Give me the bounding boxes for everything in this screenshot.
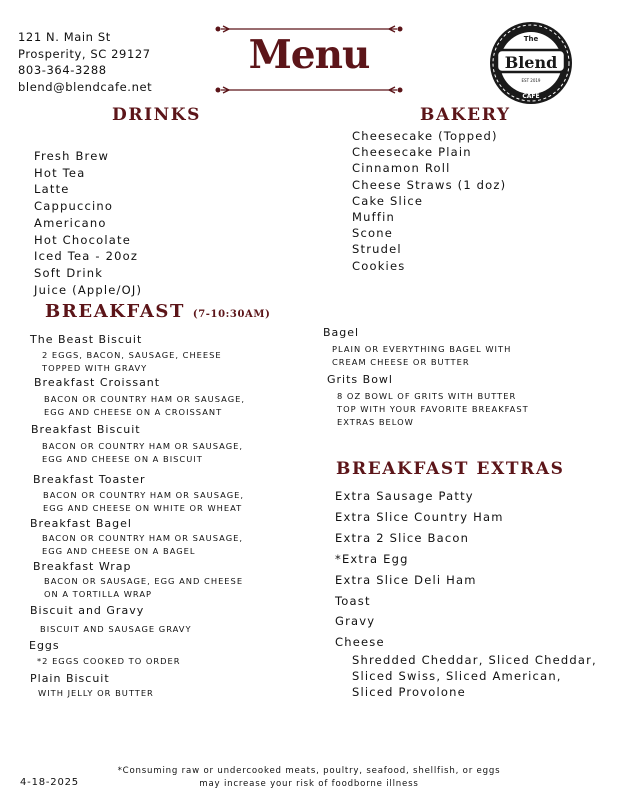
desc-line: EGG AND CHEESE ON WHITE OR WHEAT <box>43 503 243 513</box>
list-item: Cheese Straws (1 doz) <box>352 177 507 192</box>
desc-line: TOPPED WITH GRAVY <box>42 363 148 373</box>
desc-line: TOP WITH YOUR FAVORITE BREAKFAST <box>337 404 529 414</box>
desc-line: CREAM CHEESE OR BUTTER <box>332 357 470 367</box>
list-item: Cheesecake Plain <box>352 145 472 160</box>
logo-name: Blend <box>504 53 558 72</box>
menu-item-desc <box>43 489 244 515</box>
list-item: Soft Drink <box>34 265 104 280</box>
desc-line: 8 OZ BOWL OF GRITS WITH BUTTER <box>337 391 517 401</box>
list-item: Strudel <box>352 242 402 257</box>
desc-line: ON A TORTILLA WRAP <box>44 589 153 599</box>
menu-item-desc <box>332 343 511 369</box>
desc-line: WITH JELLY OR BUTTER <box>38 688 154 698</box>
menu-item-name: Breakfast Bagel <box>30 517 132 530</box>
drinks-heading: DRINKS <box>112 105 202 125</box>
desc-line: *2 EGGS COOKED TO ORDER <box>37 656 181 666</box>
list-item: Sliced Provolone <box>352 685 466 699</box>
menu-item-name: Breakfast Croissant <box>34 376 161 389</box>
drinks-list <box>34 148 142 298</box>
menu-item-desc <box>37 655 181 668</box>
contact-info <box>18 29 152 95</box>
city-state-zip: Prosperity, SC 29127 <box>18 46 151 61</box>
list-item: Hot Tea <box>34 165 86 180</box>
breakfast-heading <box>45 301 270 322</box>
menu-item-desc <box>40 623 192 636</box>
menu-item-desc <box>42 349 222 375</box>
list-item: Cinnamon Roll <box>352 161 451 176</box>
desc-line: BACON OR COUNTRY HAM OR SAUSAGE, <box>42 533 244 543</box>
list-item: Juice (Apple/OJ) <box>34 282 143 297</box>
menu-item-name: Eggs <box>29 639 60 652</box>
menu-item-name: Breakfast Biscuit <box>31 423 141 436</box>
phone-number: 803-364-3288 <box>18 63 107 77</box>
desc-line: BACON OR COUNTRY HAM OR SAUSAGE, <box>43 490 245 500</box>
menu-date: 4-18-2025 <box>20 777 79 788</box>
list-item: Extra Slice Deli Ham <box>335 572 477 587</box>
desc-line: EXTRAS BELOW <box>337 417 414 427</box>
menu-item-desc <box>42 532 243 558</box>
list-item: Cake Slice <box>352 193 424 208</box>
desc-line: 2 EGGS, BACON, SAUSAGE, CHEESE <box>42 350 222 360</box>
desc-line: BISCUIT AND SAUSAGE GRAVY <box>40 624 192 634</box>
menu-item-name: Grits Bowl <box>327 373 393 386</box>
list-item: Latte <box>34 182 70 197</box>
list-item: Hot Chocolate <box>34 232 131 247</box>
desc-line: EGG AND CHEESE ON A BAGEL <box>42 546 196 556</box>
list-item: Extra Slice Country Ham <box>335 509 504 524</box>
menu-item-desc <box>44 393 245 419</box>
menu-item-name: Breakfast Toaster <box>33 473 146 486</box>
disclaimer-line: *Consuming raw or undercooked meats, poultry, seafood, shellfish, or eggs <box>117 766 501 776</box>
menu-item-name: Plain Biscuit <box>30 672 110 685</box>
desc-line: EGG AND CHEESE ON A CROISSANT <box>44 407 223 417</box>
list-item: Iced Tea - 20oz <box>34 249 139 264</box>
list-item: Cappuccino <box>34 199 114 214</box>
breakfast-heading-label: BREAKFAST <box>45 301 185 322</box>
list-item: Cheesecake (Topped) <box>352 129 498 143</box>
breakfast-hours: (7-10:30AM) <box>192 309 271 320</box>
desc-line: BACON OR COUNTRY HAM OR SAUSAGE, <box>44 394 246 404</box>
extras-list <box>335 486 504 653</box>
food-safety-disclaimer <box>90 765 528 791</box>
email-address: blend@blendcafe.net <box>18 79 153 94</box>
menu-item-name: Breakfast Wrap <box>33 560 132 573</box>
desc-line: EGG AND CHEESE ON A BISCUIT <box>42 454 203 464</box>
list-item: Extra Sausage Patty <box>335 489 474 503</box>
page-title: Menu <box>248 32 370 78</box>
bakery-heading: BAKERY <box>420 105 511 125</box>
blend-cafe-logo <box>488 20 574 106</box>
menu-item-name: The Beast Biscuit <box>30 333 143 346</box>
menu-item-desc <box>38 687 154 700</box>
list-item: Sliced Swiss, Sliced American, <box>352 669 562 683</box>
logo-top-text: The <box>523 35 539 43</box>
address: 121 N. Main St <box>18 30 111 44</box>
menu-item-desc <box>337 390 529 429</box>
list-item: Fresh Brew <box>34 149 110 163</box>
list-item: Cookies <box>352 258 406 273</box>
desc-line: BACON OR SAUSAGE, EGG AND CHEESE <box>44 576 244 586</box>
breakfast-extras-heading: BREAKFAST EXTRAS <box>336 459 565 479</box>
logo-est: EST 2019 <box>521 78 541 83</box>
desc-line: BACON OR COUNTRY HAM OR SAUSAGE, <box>42 441 244 451</box>
list-item: Cheese <box>335 635 385 650</box>
menu-item-name: Biscuit and Gravy <box>30 604 145 617</box>
list-item: Scone <box>352 226 394 241</box>
bottom-ornament-rule <box>213 85 405 95</box>
menu-item-desc <box>42 440 243 466</box>
list-item: Shredded Cheddar, Sliced Cheddar, <box>352 653 597 667</box>
desc-line: PLAIN OR EVERYTHING BAGEL WITH <box>332 344 512 354</box>
bakery-list <box>352 128 506 274</box>
cheese-options <box>352 652 597 700</box>
list-item: Extra 2 Slice Bacon <box>335 530 470 545</box>
list-item: Toast <box>335 593 371 608</box>
list-item: Americano <box>34 215 107 230</box>
menu-item-desc <box>44 575 243 601</box>
logo-bottom-text: CAFE <box>522 93 540 100</box>
list-item: *Extra Egg <box>335 551 409 566</box>
list-item: Gravy <box>335 614 376 629</box>
disclaimer-line: may increase your risk of foodborne illness <box>199 779 419 789</box>
list-item: Muffin <box>352 210 395 225</box>
menu-item-name: Bagel <box>323 326 360 339</box>
